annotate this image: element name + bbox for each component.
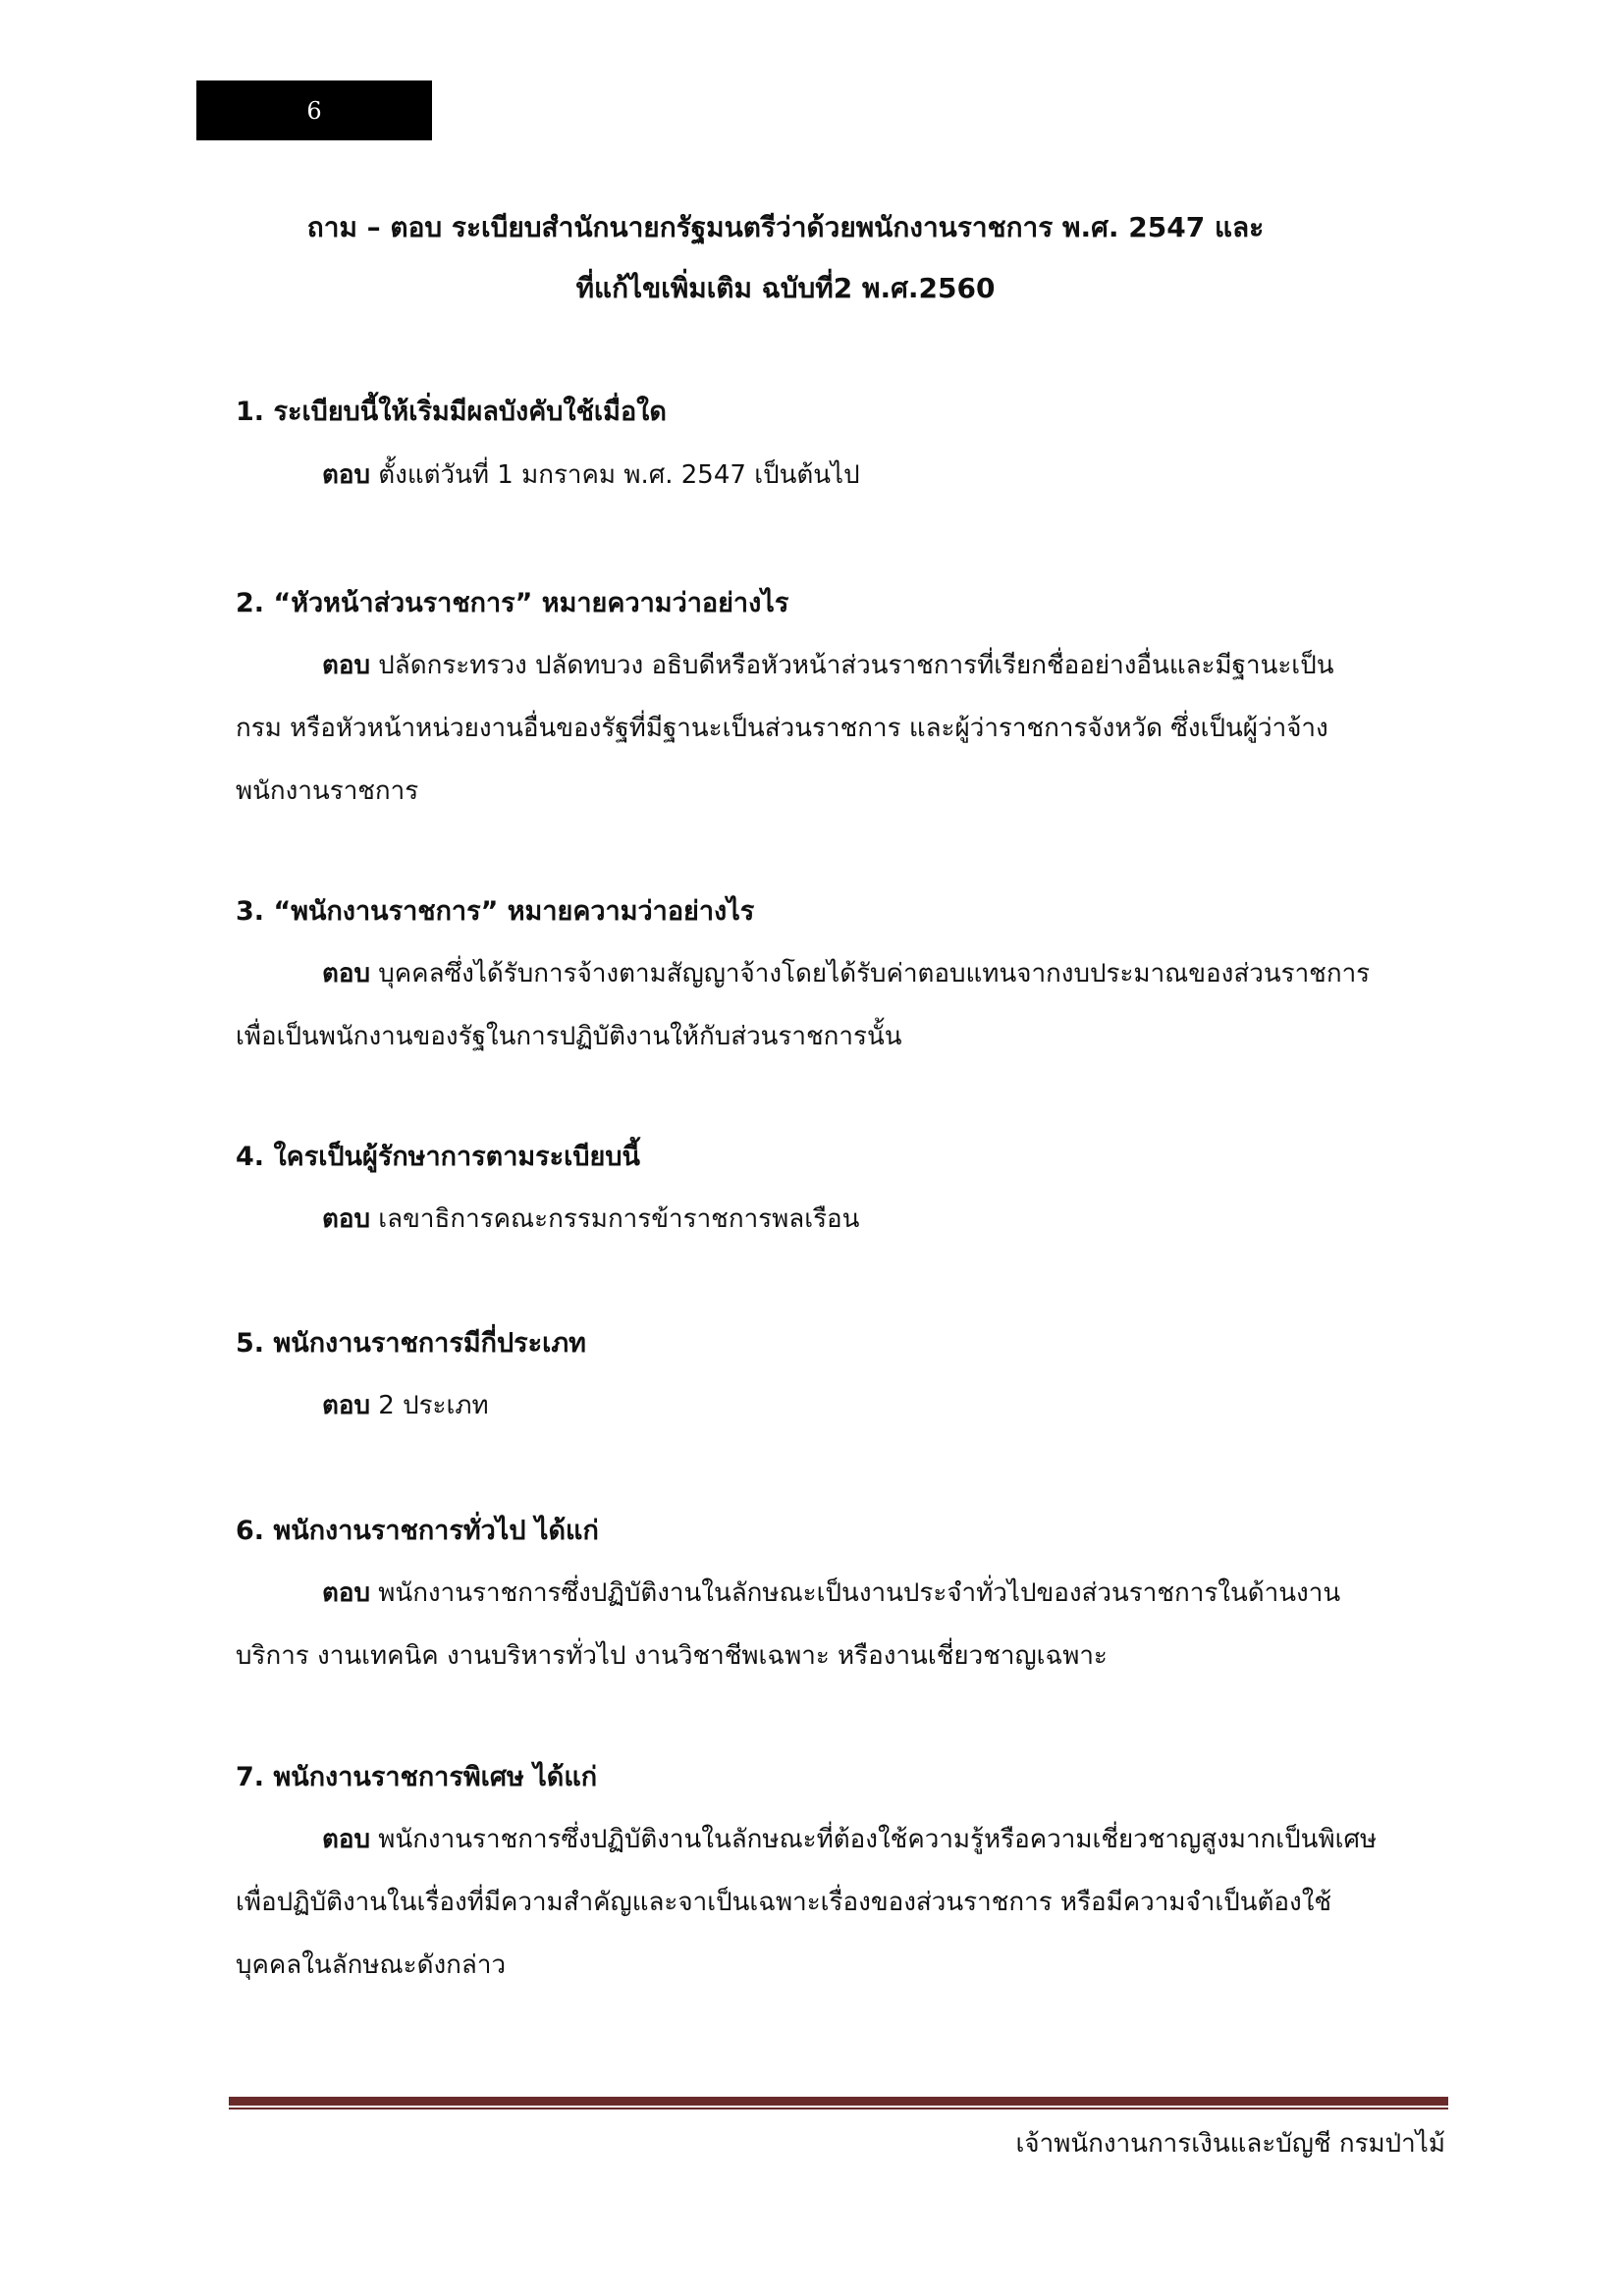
answer-label: ตอบ [322, 460, 371, 490]
answer-text: กรม หรือหัวหน้าหน่วยงานอื่นของรัฐที่มีฐานะเป็นส่วนราชการ และผู้ว่าราชการจังหวัด ซึ่งเป็นผู้ว่าจ้าง [236, 714, 1328, 743]
answer-text: เพื่อเป็นพนักงานของรัฐในการปฏิบัติงานให้กับส่วนราชการนั้น [236, 1022, 902, 1051]
answer-text: พนักงานราชการซึ่งปฏิบัติงานในลักษณะเป็นงานประจำทั่วไปของส่วนราชการในด้านงาน [378, 1578, 1341, 1608]
answer-text: เลขาธิการคณะกรรมการข้าราชการพลเรือน [378, 1204, 860, 1234]
question-2: 2. “หัวหน้าส่วนราชการ” หมายความว่าอย่างไร [236, 588, 789, 618]
page-number-box [196, 80, 432, 140]
answer-label: ตอบ [322, 959, 371, 988]
answer-text: ปลัดกระทรวง ปลัดทบวง อธิบดีหรือหัวหน้าส่วนราชการที่เรียกชื่ออย่างอื่นและมีฐานะเป็น [378, 651, 1334, 680]
question-3: 3. “พนักงานราชการ” หมายความว่าอย่างไร [236, 896, 755, 927]
answer-3 [236, 942, 1443, 1068]
answer-label: ตอบ [322, 1578, 371, 1608]
answer-2 [236, 634, 1443, 823]
question-1: 1. ระเบียบนี้ให้เริ่มมีผลบังคับใช้เมื่อใด [236, 397, 667, 427]
answer-text: บริการ งานเทคนิค งานบริหารทั่วไป งานวิชาชีพเฉพาะ หรืองานเชี่ยวชาญเฉพาะ [236, 1641, 1108, 1671]
answer-text: พนักงานราชการซึ่งปฏิบัติงานในลักษณะที่ต้องใช้ความรู้หรือความเชี่ยวชาญสูงมากเป็นพิเศษ [378, 1825, 1378, 1854]
answer-text: เพื่อปฏิบัติงานในเรื่องที่มีความสำคัญและจาเป็นเฉพาะเรื่องของส่วนราชการ หรือมีความจำเป็นต้องใช้ [236, 1888, 1332, 1917]
footer-rule-thin [229, 2108, 1448, 2109]
answer-text: ตั้งแต่วันที่ 1 มกราคม พ.ศ. 2547 เป็นต้นไป [378, 460, 860, 490]
question-7: 7. พนักงานราชการพิเศษ ได้แก่ [236, 1762, 598, 1792]
document-title-line-2: ที่แก้ไขเพิ่มเติม ฉบับที่2 พ.ศ.2560 [575, 272, 996, 304]
answer-text: บุคคลในลักษณะดังกล่าว [236, 1950, 507, 1980]
answer-text: 2 ประเภท [378, 1391, 489, 1420]
answer-label: ตอบ [322, 651, 371, 680]
answer-text: บุคคลซึ่งได้รับการจ้างตามสัญญาจ้างโดยได้รับค่าตอบแทนจากงบประมาณของส่วนราชการ [378, 959, 1371, 988]
footer-rule [229, 2097, 1448, 2106]
answer-text: พนักงานราชการ [236, 776, 419, 806]
page-number: 6 [306, 96, 322, 125]
answer-label: ตอบ [322, 1391, 371, 1420]
answer-4 [236, 1188, 1443, 1251]
answer-6 [236, 1562, 1443, 1687]
answer-5 [236, 1374, 1443, 1437]
document-title-line-1: ถาม – ตอบ ระเบียบสำนักนายกรัฐมนตรีว่าด้วยพนักงานราชการ พ.ศ. 2547 และ [306, 211, 1265, 243]
answer-1 [236, 444, 1443, 507]
answer-label: ตอบ [322, 1204, 371, 1234]
footer-text: เจ้าพนักงานการเงินและบัญชี กรมป่าไม้ [1015, 2129, 1445, 2159]
answer-label: ตอบ [322, 1825, 371, 1854]
question-6: 6. พนักงานราชการทั่วไป ได้แก่ [236, 1516, 599, 1546]
answer-7 [236, 1808, 1443, 1997]
question-4: 4. ใครเป็นผู้รักษาการตามระเบียบนี้ [236, 1142, 640, 1172]
question-5: 5. พนักงานราชการมีกี่ประเภท [236, 1328, 586, 1359]
